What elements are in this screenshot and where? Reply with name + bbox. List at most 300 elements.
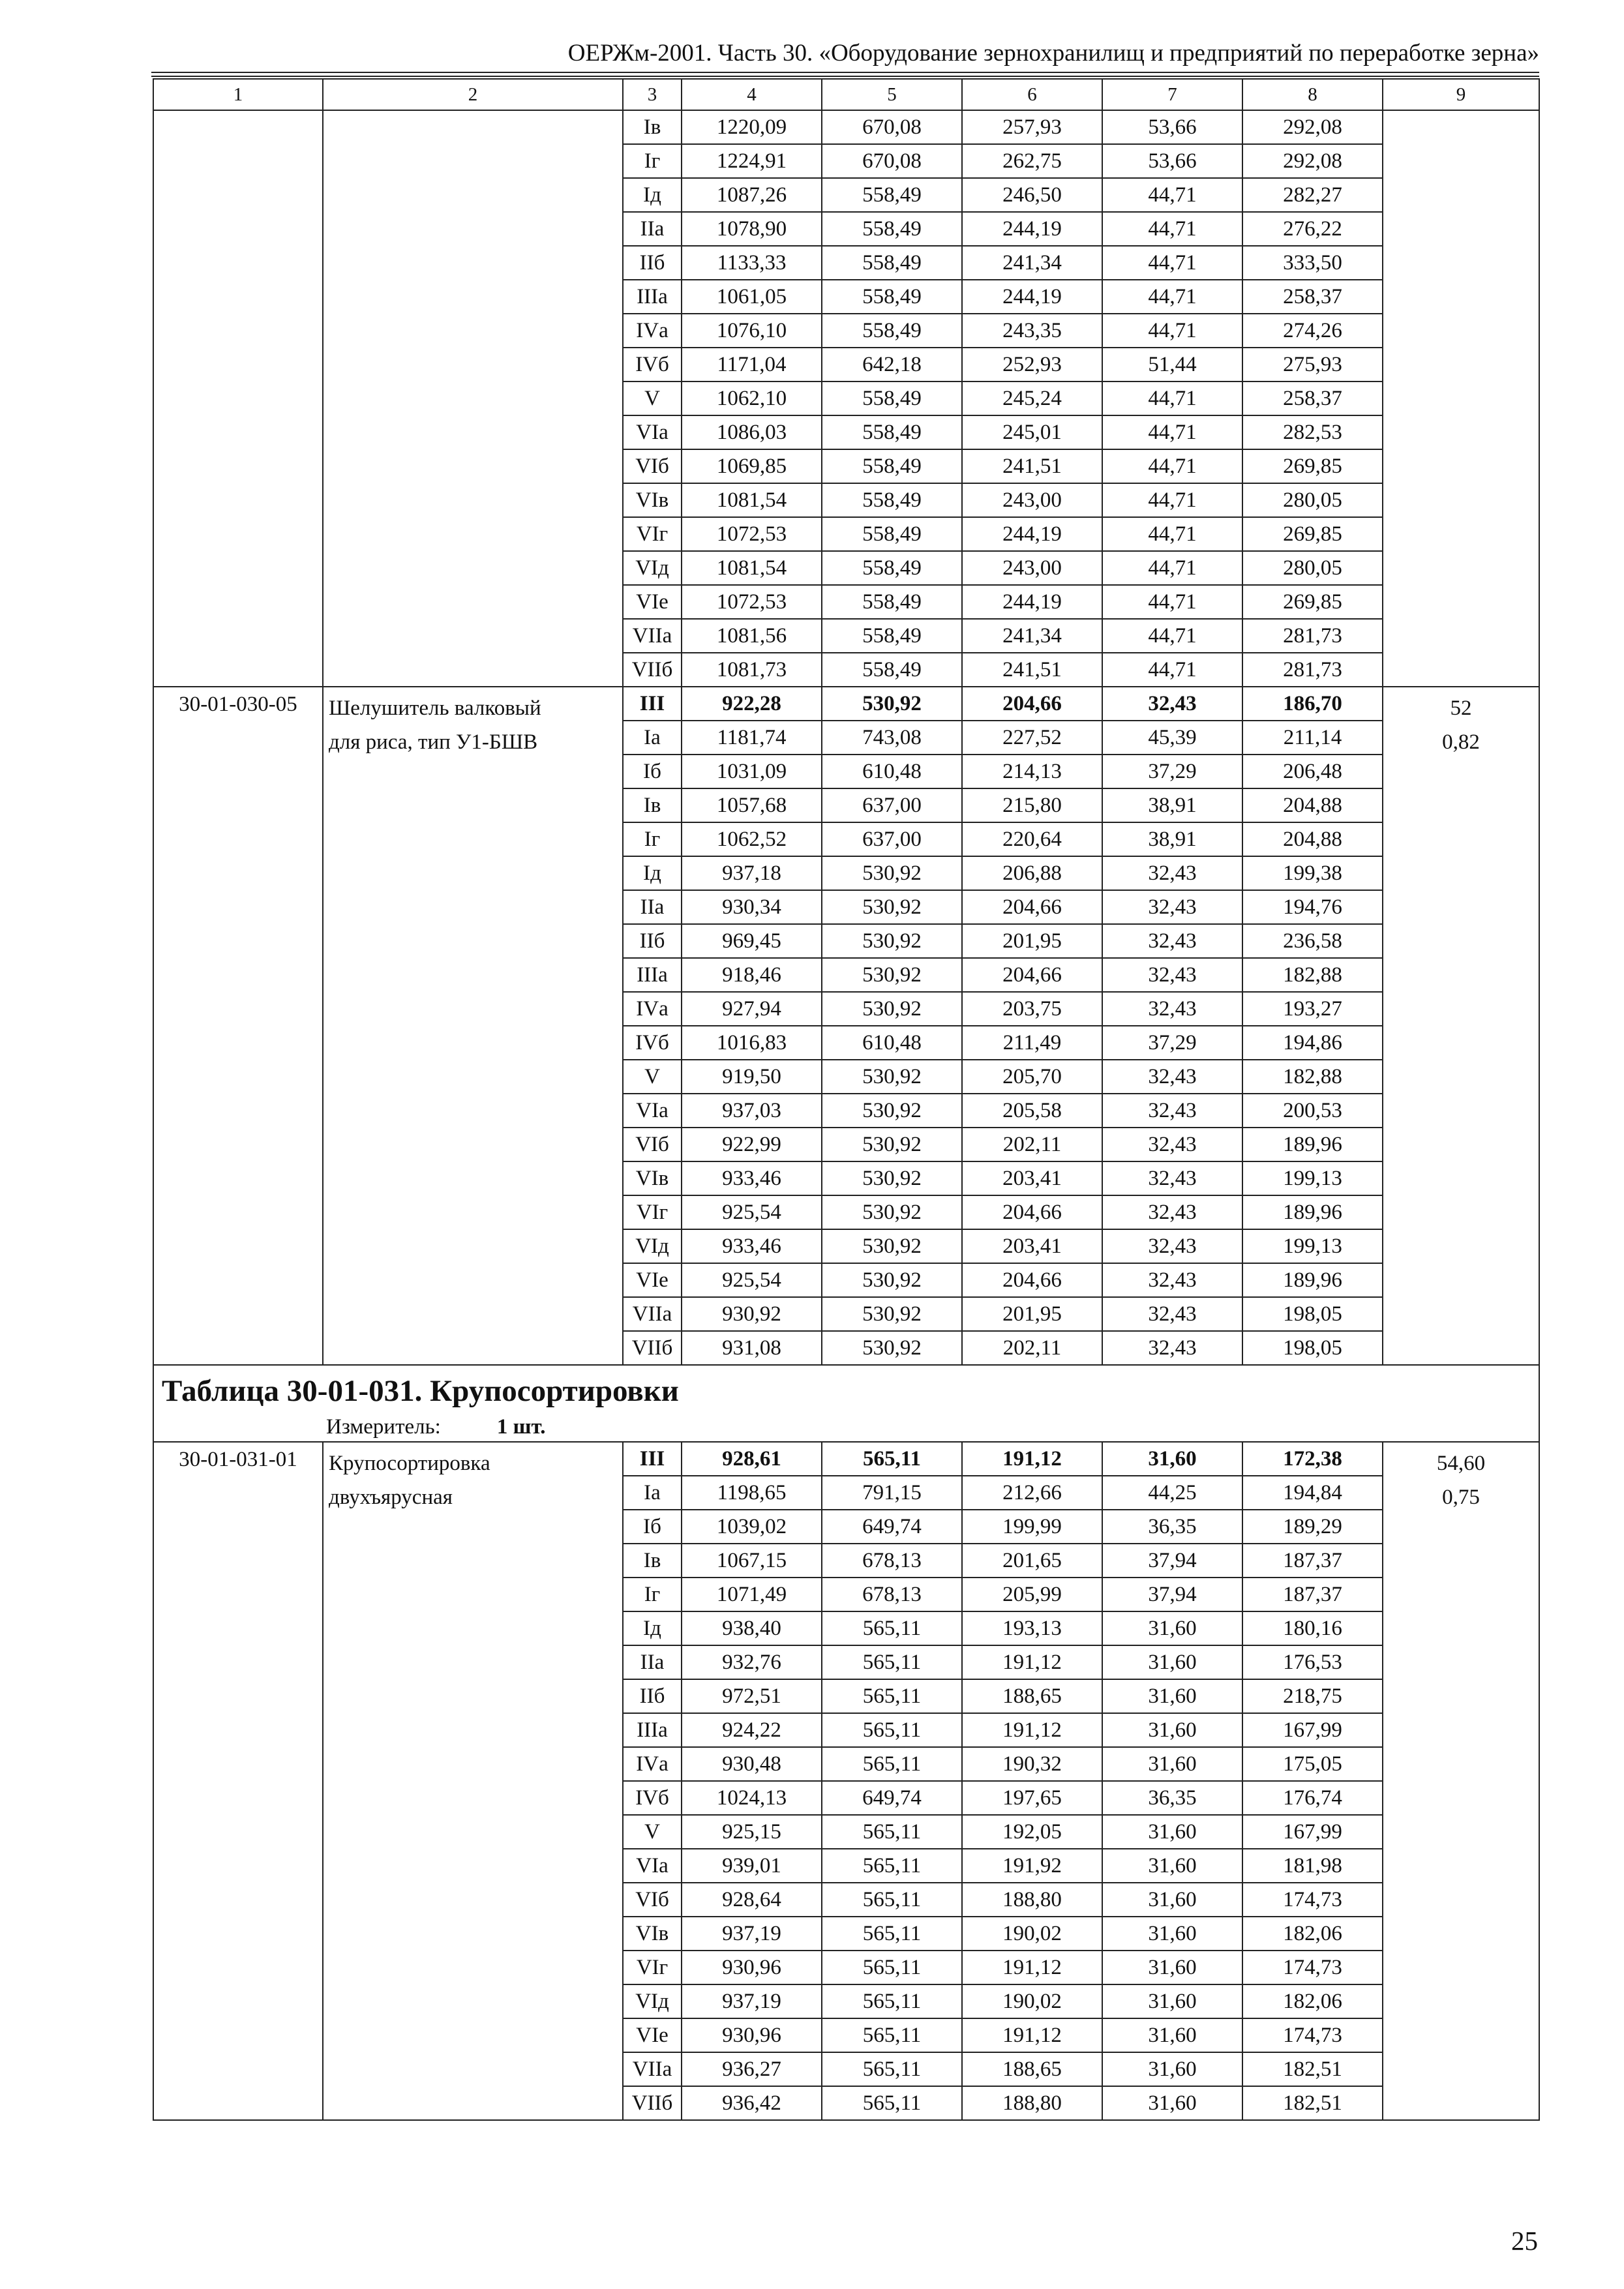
rates-table: [153, 78, 1540, 2121]
value-col-7: 31,60: [1102, 1951, 1242, 1984]
value-col-5: 565,11: [822, 1815, 962, 1849]
value-col-5: 558,49: [822, 382, 962, 415]
value-col-5: 565,11: [822, 1611, 962, 1645]
value-col-5: 649,74: [822, 1781, 962, 1815]
value-col-5: 558,49: [822, 246, 962, 280]
zone-cell: VIб: [623, 1883, 682, 1917]
value-col-8: 189,29: [1242, 1510, 1383, 1544]
value-col-4: 1081,56: [682, 619, 822, 653]
value-col-6: 188,80: [962, 2086, 1102, 2120]
value-col-8: 333,50: [1242, 246, 1383, 280]
value-col-7: 44,71: [1102, 212, 1242, 246]
value-col-8: 204,88: [1242, 788, 1383, 822]
value-col-5: 530,92: [822, 1297, 962, 1331]
col9-value: 0,75: [1442, 1486, 1480, 1509]
value-col-6: 215,80: [962, 788, 1102, 822]
value-col-7: 38,91: [1102, 822, 1242, 856]
zone-cell: IIIа: [623, 1713, 682, 1747]
value-col-6: 190,02: [962, 1984, 1102, 2018]
value-col-8: 269,85: [1242, 449, 1383, 483]
zone-cell: Iг: [623, 144, 682, 178]
value-col-4: 1062,52: [682, 822, 822, 856]
value-col-4: 939,01: [682, 1849, 822, 1883]
value-col-7: 53,66: [1102, 110, 1242, 144]
value-col-6: 204,66: [962, 687, 1102, 721]
value-col-8: 176,53: [1242, 1645, 1383, 1679]
value-col-5: 649,74: [822, 1510, 962, 1544]
value-col-4: 1057,68: [682, 788, 822, 822]
value-col-4: 924,22: [682, 1713, 822, 1747]
value-col-4: 1171,04: [682, 348, 822, 382]
value-col-8: 282,53: [1242, 415, 1383, 449]
value-col-4: 925,54: [682, 1263, 822, 1297]
value-col-7: 32,43: [1102, 992, 1242, 1026]
zone-cell: IVа: [623, 992, 682, 1026]
value-col-8: 199,13: [1242, 1229, 1383, 1263]
zone-cell: Iб: [623, 1510, 682, 1544]
value-col-6: 246,50: [962, 178, 1102, 212]
zone-cell: VIв: [623, 1917, 682, 1951]
value-col-7: 38,91: [1102, 788, 1242, 822]
value-col-6: 203,41: [962, 1229, 1102, 1263]
value-col-4: 1087,26: [682, 178, 822, 212]
col9-values: [1383, 110, 1539, 687]
column-number-row: [153, 79, 1539, 110]
value-col-4: 932,76: [682, 1645, 822, 1679]
value-col-8: 204,88: [1242, 822, 1383, 856]
value-col-8: 174,73: [1242, 1951, 1383, 1984]
col9-value: 52: [1450, 696, 1472, 720]
value-col-8: 269,85: [1242, 517, 1383, 551]
value-col-4: 937,19: [682, 1984, 822, 2018]
value-col-8: 280,05: [1242, 551, 1383, 585]
value-col-8: 280,05: [1242, 483, 1383, 517]
value-col-7: 32,43: [1102, 1195, 1242, 1229]
value-col-4: 928,64: [682, 1883, 822, 1917]
value-col-7: 31,60: [1102, 1917, 1242, 1951]
zone-cell: VIв: [623, 483, 682, 517]
rate-name: [323, 687, 623, 1365]
value-col-6: 241,34: [962, 246, 1102, 280]
value-col-8: 211,14: [1242, 721, 1383, 755]
value-col-4: 937,19: [682, 1917, 822, 1951]
value-col-4: 1133,33: [682, 246, 822, 280]
value-col-8: 269,85: [1242, 585, 1383, 619]
value-col-6: 244,19: [962, 517, 1102, 551]
value-col-8: 176,74: [1242, 1781, 1383, 1815]
value-col-8: 281,73: [1242, 653, 1383, 687]
value-col-8: 198,05: [1242, 1297, 1383, 1331]
value-col-4: 1024,13: [682, 1781, 822, 1815]
value-col-7: 32,43: [1102, 1297, 1242, 1331]
value-col-8: 206,48: [1242, 755, 1383, 788]
value-col-4: 1069,85: [682, 449, 822, 483]
value-col-6: 202,11: [962, 1331, 1102, 1365]
value-col-5: 565,11: [822, 1984, 962, 2018]
value-col-7: 32,43: [1102, 1128, 1242, 1161]
value-col-7: 32,43: [1102, 1263, 1242, 1297]
value-col-5: 565,11: [822, 2018, 962, 2052]
col9-values: [1383, 1442, 1539, 2120]
value-col-5: 678,13: [822, 1544, 962, 1578]
value-col-8: 275,93: [1242, 348, 1383, 382]
value-col-5: 530,92: [822, 1060, 962, 1094]
value-col-5: 558,49: [822, 449, 962, 483]
value-col-6: 243,00: [962, 551, 1102, 585]
value-col-5: 530,92: [822, 1128, 962, 1161]
value-col-6: 199,99: [962, 1510, 1102, 1544]
value-col-6: 262,75: [962, 144, 1102, 178]
value-col-4: 933,46: [682, 1161, 822, 1195]
value-col-5: 530,92: [822, 856, 962, 890]
value-col-6: 204,66: [962, 1263, 1102, 1297]
value-col-7: 37,94: [1102, 1578, 1242, 1611]
zone-cell: V: [623, 382, 682, 415]
value-col-6: 212,66: [962, 1476, 1102, 1510]
value-col-7: 44,71: [1102, 585, 1242, 619]
value-col-8: 182,06: [1242, 1984, 1383, 2018]
value-col-4: 1016,83: [682, 1026, 822, 1060]
value-col-7: 51,44: [1102, 348, 1242, 382]
column-number-3: 3: [623, 79, 682, 110]
rate-name-line: для риса, тип У1-БШВ: [329, 730, 538, 754]
value-col-8: 182,51: [1242, 2052, 1383, 2086]
table-row: [153, 1442, 1539, 1476]
value-col-4: 925,54: [682, 1195, 822, 1229]
zone-cell: VIг: [623, 1195, 682, 1229]
value-col-8: 187,37: [1242, 1544, 1383, 1578]
value-col-8: 175,05: [1242, 1747, 1383, 1781]
value-col-4: 936,27: [682, 2052, 822, 2086]
value-col-5: 610,48: [822, 755, 962, 788]
value-col-4: 1081,73: [682, 653, 822, 687]
value-col-7: 44,71: [1102, 280, 1242, 314]
value-col-5: 558,49: [822, 517, 962, 551]
value-col-6: 205,58: [962, 1094, 1102, 1128]
zone-cell: VIе: [623, 585, 682, 619]
value-col-6: 214,13: [962, 755, 1102, 788]
col9-value: 54,60: [1436, 1452, 1486, 1475]
value-col-8: 186,70: [1242, 687, 1383, 721]
value-col-6: 205,70: [962, 1060, 1102, 1094]
value-col-8: 189,96: [1242, 1195, 1383, 1229]
zone-cell: IIб: [623, 246, 682, 280]
value-col-7: 31,60: [1102, 1747, 1242, 1781]
value-col-8: 193,27: [1242, 992, 1383, 1026]
col9-value: 0,82: [1442, 730, 1480, 754]
value-col-8: 276,22: [1242, 212, 1383, 246]
value-col-8: 174,73: [1242, 2018, 1383, 2052]
value-col-4: 922,99: [682, 1128, 822, 1161]
value-col-4: 1067,15: [682, 1544, 822, 1578]
value-col-4: 1031,09: [682, 755, 822, 788]
value-col-8: 174,73: [1242, 1883, 1383, 1917]
value-col-8: 258,37: [1242, 280, 1383, 314]
zone-cell: VIв: [623, 1161, 682, 1195]
value-col-5: 530,92: [822, 1229, 962, 1263]
value-col-4: 938,40: [682, 1611, 822, 1645]
value-col-8: 187,37: [1242, 1578, 1383, 1611]
value-col-6: 220,64: [962, 822, 1102, 856]
value-col-4: 919,50: [682, 1060, 822, 1094]
value-col-5: 743,08: [822, 721, 962, 755]
zone-cell: V: [623, 1060, 682, 1094]
rate-code: 30-01-031-01: [153, 1442, 323, 2120]
value-col-7: 31,60: [1102, 1611, 1242, 1645]
value-col-6: 201,95: [962, 1297, 1102, 1331]
value-col-8: 281,73: [1242, 619, 1383, 653]
value-col-6: 188,65: [962, 2052, 1102, 2086]
value-col-5: 565,11: [822, 1917, 962, 1951]
value-col-8: 199,13: [1242, 1161, 1383, 1195]
value-col-6: 243,00: [962, 483, 1102, 517]
value-col-6: 191,12: [962, 1442, 1102, 1476]
value-col-6: 201,95: [962, 924, 1102, 958]
rate-name-line: Крупосортировка: [329, 1452, 490, 1475]
value-col-5: 558,49: [822, 212, 962, 246]
zone-cell: VIб: [623, 449, 682, 483]
value-col-7: 31,60: [1102, 2052, 1242, 2086]
value-col-5: 530,92: [822, 1263, 962, 1297]
zone-cell: Iд: [623, 1611, 682, 1645]
value-col-7: 32,43: [1102, 1229, 1242, 1263]
value-col-5: 565,11: [822, 1679, 962, 1713]
value-col-8: 172,38: [1242, 1442, 1383, 1476]
value-col-7: 32,43: [1102, 890, 1242, 924]
value-col-8: 292,08: [1242, 110, 1383, 144]
value-col-8: 189,96: [1242, 1128, 1383, 1161]
value-col-7: 32,43: [1102, 924, 1242, 958]
value-col-6: 193,13: [962, 1611, 1102, 1645]
value-col-4: 930,96: [682, 1951, 822, 1984]
value-col-7: 31,60: [1102, 1984, 1242, 2018]
value-col-6: 241,34: [962, 619, 1102, 653]
zone-cell: IVб: [623, 348, 682, 382]
value-col-7: 31,60: [1102, 2018, 1242, 2052]
value-col-4: 918,46: [682, 958, 822, 992]
column-number-5: 5: [822, 79, 962, 110]
value-col-7: 32,43: [1102, 1331, 1242, 1365]
value-col-8: 180,16: [1242, 1611, 1383, 1645]
zone-cell: IVб: [623, 1781, 682, 1815]
value-col-5: 791,15: [822, 1476, 962, 1510]
value-col-6: 205,99: [962, 1578, 1102, 1611]
value-col-6: 192,05: [962, 1815, 1102, 1849]
value-col-7: 44,71: [1102, 415, 1242, 449]
zone-cell: VIIа: [623, 1297, 682, 1331]
value-col-6: 241,51: [962, 653, 1102, 687]
value-col-8: 194,86: [1242, 1026, 1383, 1060]
zone-cell: VIа: [623, 1094, 682, 1128]
value-col-6: 202,11: [962, 1128, 1102, 1161]
zone-cell: IIа: [623, 1645, 682, 1679]
value-col-4: 1078,90: [682, 212, 822, 246]
zone-cell: VIг: [623, 517, 682, 551]
value-col-5: 530,92: [822, 958, 962, 992]
zone-cell: VIIб: [623, 1331, 682, 1365]
value-col-6: 244,19: [962, 212, 1102, 246]
value-col-6: 204,66: [962, 1195, 1102, 1229]
value-col-5: 530,92: [822, 1195, 962, 1229]
zone-cell: Iв: [623, 788, 682, 822]
zone-cell: IVа: [623, 1747, 682, 1781]
value-col-8: 200,53: [1242, 1094, 1383, 1128]
value-col-4: 931,08: [682, 1331, 822, 1365]
value-col-4: 925,15: [682, 1815, 822, 1849]
value-col-4: 1072,53: [682, 517, 822, 551]
value-col-5: 530,92: [822, 890, 962, 924]
value-col-4: 930,92: [682, 1297, 822, 1331]
value-col-5: 530,92: [822, 992, 962, 1026]
value-col-4: 928,61: [682, 1442, 822, 1476]
zone-cell: IIа: [623, 212, 682, 246]
rate-code: 30-01-030-05: [153, 687, 323, 1365]
value-col-7: 37,29: [1102, 755, 1242, 788]
value-col-8: 198,05: [1242, 1331, 1383, 1365]
value-col-5: 530,92: [822, 687, 962, 721]
column-number-2: 2: [323, 79, 623, 110]
value-col-8: 274,26: [1242, 314, 1383, 348]
measure-label: Измеритель:: [326, 1414, 441, 1439]
value-col-7: 31,60: [1102, 1883, 1242, 1917]
zone-cell: VIд: [623, 1984, 682, 2018]
value-col-6: 190,32: [962, 1747, 1102, 1781]
zone-cell: VIа: [623, 415, 682, 449]
value-col-7: 31,60: [1102, 1713, 1242, 1747]
value-col-7: 31,60: [1102, 1645, 1242, 1679]
zone-cell: VIе: [623, 1263, 682, 1297]
value-col-6: 188,65: [962, 1679, 1102, 1713]
value-col-6: 245,01: [962, 415, 1102, 449]
value-col-6: 191,12: [962, 2018, 1102, 2052]
value-col-4: 930,96: [682, 2018, 822, 2052]
rate-name-line: Шелушитель валковый: [329, 696, 541, 720]
value-col-4: 1181,74: [682, 721, 822, 755]
value-col-5: 637,00: [822, 822, 962, 856]
value-col-8: 236,58: [1242, 924, 1383, 958]
zone-cell: Iв: [623, 1544, 682, 1578]
value-col-4: 1071,49: [682, 1578, 822, 1611]
value-col-5: 565,11: [822, 1713, 962, 1747]
value-col-5: 558,49: [822, 653, 962, 687]
zone-cell: Iб: [623, 755, 682, 788]
column-number-1: 1: [153, 79, 323, 110]
value-col-8: 189,96: [1242, 1263, 1383, 1297]
zone-cell: VIд: [623, 1229, 682, 1263]
table-title-row: [153, 1365, 1539, 1412]
value-col-7: 32,43: [1102, 1094, 1242, 1128]
value-col-8: 258,37: [1242, 382, 1383, 415]
value-col-7: 44,71: [1102, 449, 1242, 483]
value-col-7: 44,71: [1102, 314, 1242, 348]
zone-cell: VIг: [623, 1951, 682, 1984]
value-col-7: 32,43: [1102, 1060, 1242, 1094]
value-col-6: 211,49: [962, 1026, 1102, 1060]
value-col-6: 243,35: [962, 314, 1102, 348]
value-col-6: 245,24: [962, 382, 1102, 415]
value-col-7: 31,60: [1102, 1442, 1242, 1476]
value-col-6: 257,93: [962, 110, 1102, 144]
value-col-7: 36,35: [1102, 1510, 1242, 1544]
value-col-8: 181,98: [1242, 1849, 1383, 1883]
value-col-4: 937,18: [682, 856, 822, 890]
value-col-5: 558,49: [822, 314, 962, 348]
value-col-5: 558,49: [822, 280, 962, 314]
value-col-4: 1039,02: [682, 1510, 822, 1544]
value-col-7: 31,60: [1102, 2086, 1242, 2120]
value-col-5: 670,08: [822, 110, 962, 144]
value-col-6: 203,75: [962, 992, 1102, 1026]
value-col-7: 32,43: [1102, 856, 1242, 890]
value-col-5: 565,11: [822, 1442, 962, 1476]
value-col-6: 201,65: [962, 1544, 1102, 1578]
value-col-5: 642,18: [822, 348, 962, 382]
value-col-7: 44,71: [1102, 619, 1242, 653]
value-col-4: 1076,10: [682, 314, 822, 348]
column-number-8: 8: [1242, 79, 1383, 110]
value-col-8: 167,99: [1242, 1815, 1383, 1849]
value-col-6: 203,41: [962, 1161, 1102, 1195]
value-col-7: 31,60: [1102, 1679, 1242, 1713]
value-col-7: 31,60: [1102, 1815, 1242, 1849]
value-col-7: 44,71: [1102, 517, 1242, 551]
value-col-8: 194,76: [1242, 890, 1383, 924]
value-col-6: 204,66: [962, 890, 1102, 924]
value-col-7: 32,43: [1102, 958, 1242, 992]
zone-cell: VIIб: [623, 2086, 682, 2120]
value-col-5: 530,92: [822, 924, 962, 958]
value-col-5: 565,11: [822, 1849, 962, 1883]
value-col-5: 530,92: [822, 1094, 962, 1128]
zone-cell: VIе: [623, 2018, 682, 2052]
header-rule-inner: [151, 76, 1539, 77]
value-col-5: 565,11: [822, 1747, 962, 1781]
value-col-7: 32,43: [1102, 1161, 1242, 1195]
value-col-8: 182,88: [1242, 958, 1383, 992]
value-col-5: 558,49: [822, 619, 962, 653]
value-col-8: 194,84: [1242, 1476, 1383, 1510]
value-col-4: 930,48: [682, 1747, 822, 1781]
value-col-7: 31,60: [1102, 1849, 1242, 1883]
table-row: [153, 110, 1539, 144]
value-col-5: 565,11: [822, 1645, 962, 1679]
value-col-7: 44,71: [1102, 246, 1242, 280]
value-col-4: 972,51: [682, 1679, 822, 1713]
zone-cell: III: [623, 1442, 682, 1476]
value-col-6: 191,92: [962, 1849, 1102, 1883]
zone-cell: Iг: [623, 1578, 682, 1611]
value-col-5: 530,92: [822, 1161, 962, 1195]
value-col-4: 1081,54: [682, 551, 822, 585]
value-col-4: 969,45: [682, 924, 822, 958]
value-col-5: 565,11: [822, 2086, 962, 2120]
value-col-7: 44,71: [1102, 382, 1242, 415]
value-col-8: 182,88: [1242, 1060, 1383, 1094]
value-col-8: 182,06: [1242, 1917, 1383, 1951]
value-col-6: 191,12: [962, 1713, 1102, 1747]
zone-cell: IIа: [623, 890, 682, 924]
zone-cell: Iд: [623, 178, 682, 212]
value-col-8: 218,75: [1242, 1679, 1383, 1713]
value-col-6: 244,19: [962, 585, 1102, 619]
value-col-7: 44,71: [1102, 483, 1242, 517]
value-col-4: 937,03: [682, 1094, 822, 1128]
value-col-6: 204,66: [962, 958, 1102, 992]
value-col-8: 167,99: [1242, 1713, 1383, 1747]
page-number: 25: [1511, 2226, 1538, 2256]
table-row: [153, 687, 1539, 721]
value-col-6: 188,80: [962, 1883, 1102, 1917]
